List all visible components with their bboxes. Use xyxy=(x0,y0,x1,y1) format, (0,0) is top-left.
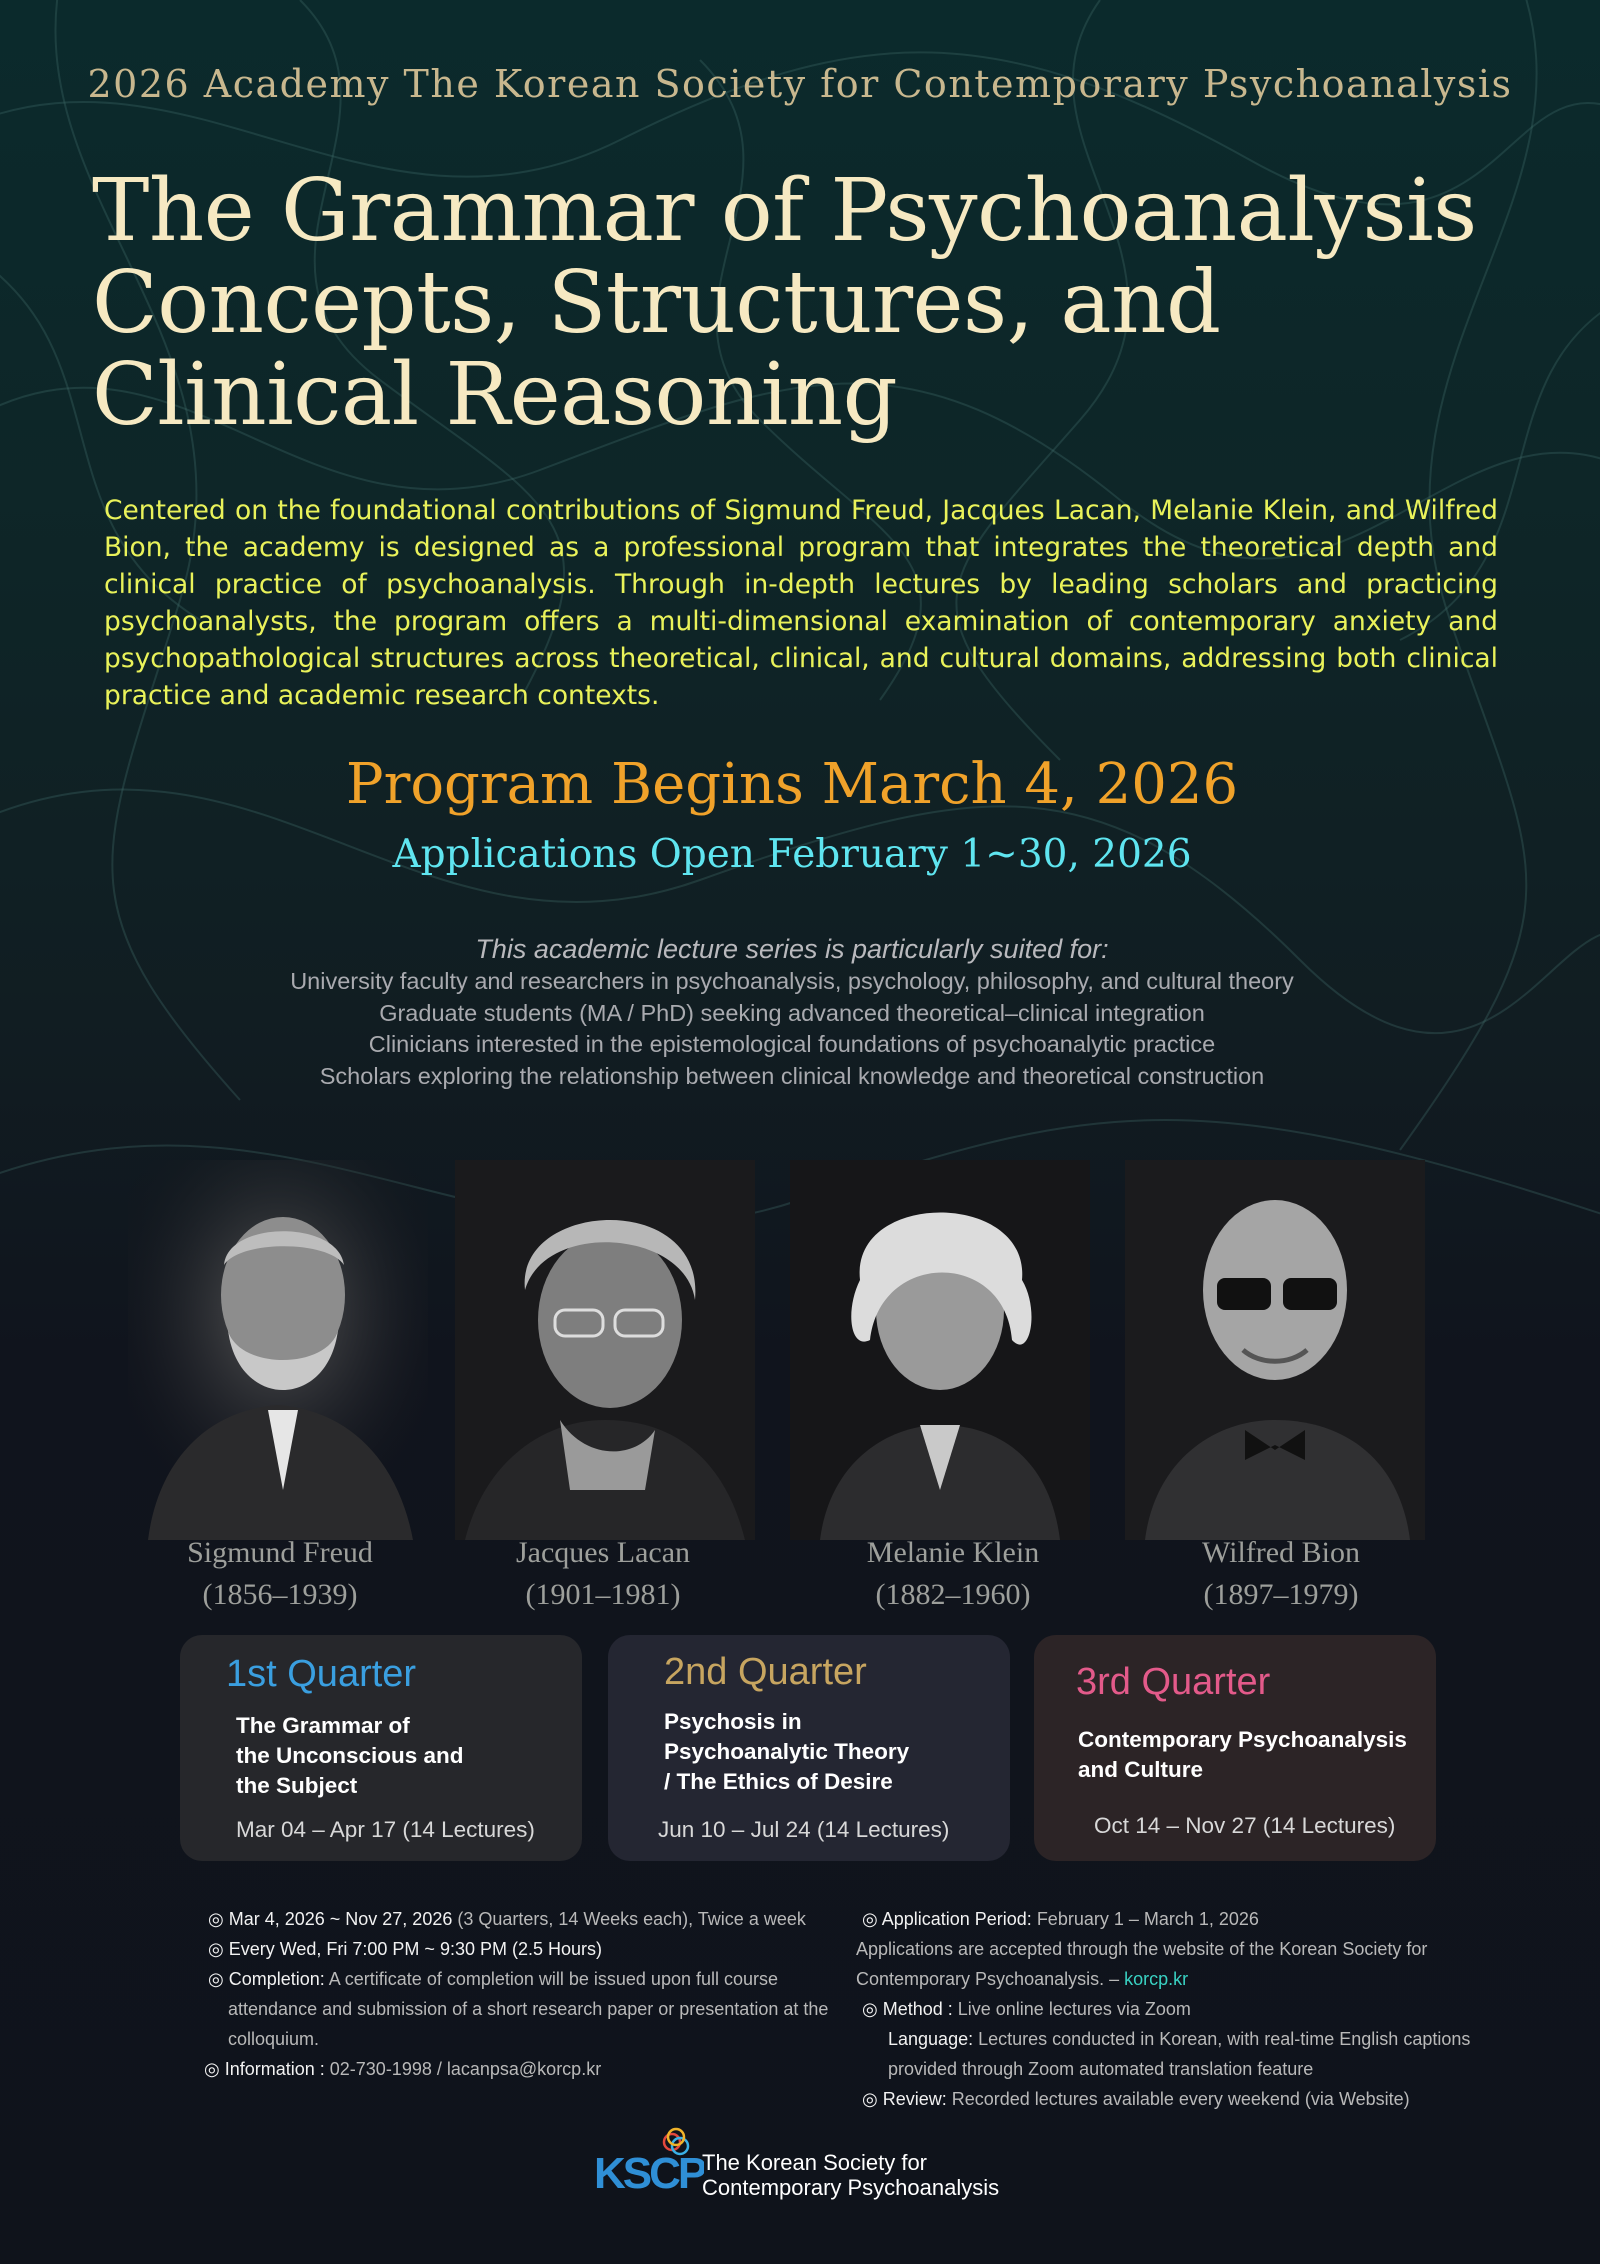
quarter-desc xyxy=(664,1707,909,1797)
intro-paragraph: Centered on the foundational contributions of Sigmund Freud, Jacques Lacan, Melanie Klein, and Wilfred Bion, the academy is designed as a professional program that integrates the theoretical depth and clinical practice of psychoanalysis. Through in-depth lectures by leading scholars and practicing psychoanalysts, the program offers a multi-dimensional examination of contemporary anxiety and psychopathological structures across theoretical, clinical, and cultural domains, addressing both clinical practice and academic research contexts. xyxy=(104,495,1498,711)
person-freud xyxy=(110,1532,450,1616)
info-review xyxy=(856,2084,1476,2114)
info-language xyxy=(856,2024,1476,2054)
info-method xyxy=(856,1994,1476,2024)
review-value: Recorded lectures available every weekend (via Website) xyxy=(946,2089,1410,2109)
completion-text: attendance and submission of a short research paper or presentation at the xyxy=(228,1999,829,2019)
applications-open-date: Applications Open February 1~30, 2026 xyxy=(392,832,1192,877)
audience-item: Graduate students (MA / PhD) seeking advanced theoretical–clinical integration xyxy=(379,999,1205,1026)
person-years: (1897–1979) xyxy=(1203,1578,1359,1611)
program-begins-date: Program Begins March 4, 2026 xyxy=(345,752,1239,817)
person-bion xyxy=(1111,1532,1451,1616)
academy-subtitle: 2026 Academy The Korean Society for Contemporary Psychoanalysis xyxy=(87,62,1513,106)
completion-label: ◎ Completion: xyxy=(208,1969,325,1989)
info-schedule xyxy=(208,1904,848,1934)
quarter-card-3 xyxy=(1034,1635,1436,1861)
kscp-logo-icon xyxy=(592,2126,704,2200)
method-value: Live online lectures via Zoom xyxy=(952,1999,1191,2019)
person-name: Jacques Lacan xyxy=(515,1536,691,1569)
completion-text: A certificate of completion will be issued upon full course xyxy=(324,1969,779,1989)
quarter-card-2 xyxy=(608,1635,1010,1861)
language-value: provided through Zoom automated translation feature xyxy=(888,2059,1314,2079)
quarter-desc-line: and Culture xyxy=(1078,1757,1204,1782)
person-lacan xyxy=(433,1532,773,1616)
quarter-desc xyxy=(1078,1725,1407,1785)
accept-text: Applications are accepted through the website of the Korean Society for xyxy=(856,1939,1428,1959)
person-name: Melanie Klein xyxy=(866,1536,1040,1569)
person-years: (1856–1939) xyxy=(202,1578,358,1611)
period-label: ◎ Application Period: xyxy=(862,1909,1032,1929)
info-period xyxy=(856,1904,1476,1934)
schedule-dates: ◎ Mar 4, 2026 ~ Nov 27, 2026 xyxy=(208,1909,453,1929)
person-years: (1901–1981) xyxy=(525,1578,681,1611)
quarter-dates: Jun 10 – Jul 24 (14 Lectures) xyxy=(658,1817,950,1842)
quarter-dates: Oct 14 – Nov 27 (14 Lectures) xyxy=(1094,1813,1396,1838)
quarter-desc xyxy=(236,1711,464,1801)
info-completion xyxy=(208,1964,848,1994)
quarter-desc-line: the Unconscious and xyxy=(236,1743,464,1768)
person-name: Wilfred Bion xyxy=(1202,1536,1360,1569)
quarter-title: 3rd Quarter xyxy=(1076,1661,1271,1703)
logo-line: Contemporary Psychoanalysis xyxy=(702,2175,1000,2200)
quarter-desc-line: Psychosis in xyxy=(664,1709,802,1734)
title-line-1: The Grammar of Psychoanalysis xyxy=(92,161,1477,261)
audience-lead: This academic lecture series is particularly suited for: xyxy=(475,934,1109,964)
quarter-desc-line: / The Ethics of Desire xyxy=(664,1769,893,1794)
person-years: (1882–1960) xyxy=(875,1578,1031,1611)
information-label: ◎ Information : xyxy=(204,2059,325,2079)
period-value: February 1 – March 1, 2026 xyxy=(1031,1909,1259,1929)
accept-text-2 xyxy=(856,1964,1476,1994)
audience-item: University faculty and researchers in psychoanalysis, psychology, philosophy, and cultural theory xyxy=(290,968,1294,994)
review-label: ◎ Review: xyxy=(862,2089,947,2109)
logo-text xyxy=(702,2150,999,2200)
quarter-dates: Mar 04 – Apr 17 (14 Lectures) xyxy=(236,1817,535,1842)
website-link[interactable]: korcp.kr xyxy=(1124,1969,1189,1989)
title-line-2: Concepts, Structures, and xyxy=(92,253,1221,353)
completion-text: colloquium. xyxy=(228,2029,320,2049)
main-title xyxy=(92,161,1592,445)
information-value[interactable]: 02-730-1998 / lacanpsa@korcp.kr xyxy=(324,2059,602,2079)
quarter-desc-line: Contemporary Psychoanalysis xyxy=(1078,1727,1407,1752)
quarter-desc-line: the Subject xyxy=(236,1773,358,1798)
title-line-3: Clinical Reasoning xyxy=(92,345,898,445)
audience-section xyxy=(0,932,1584,1092)
language-label: Language: xyxy=(888,2029,974,2049)
audience-item: Clinicians interested in the epistemological foundations of psychoanalytic practice xyxy=(368,1031,1216,1057)
info-right xyxy=(856,1904,1476,2114)
portrait-freud xyxy=(128,1160,428,1540)
portrait-klein xyxy=(790,1160,1090,1540)
info-time: ◎ Every Wed, Fri 7:00 PM ~ 9:30 PM (2.5 Hours) xyxy=(208,1939,603,1959)
info-left xyxy=(204,1904,848,2084)
quarter-card-1 xyxy=(180,1635,582,1861)
schedule-detail: (3 Quarters, 14 Weeks each), Twice a week xyxy=(452,1909,806,1929)
accept-text: Contemporary Psychoanalysis. – xyxy=(856,1969,1125,1989)
method-label: ◎ Method : xyxy=(862,1999,953,2019)
language-value: Lectures conducted in Korean, with real-time English captions xyxy=(973,2029,1471,2049)
quarter-desc-line: Psychoanalytic Theory xyxy=(664,1739,910,1764)
quarter-desc-line: The Grammar of xyxy=(236,1713,410,1738)
audience-item: Scholars exploring the relationship between clinical knowledge and theoretical construction xyxy=(319,1062,1265,1089)
logo-line: The Korean Society for xyxy=(702,2150,928,2175)
person-klein xyxy=(783,1532,1123,1616)
person-name: Sigmund Freud xyxy=(187,1536,373,1569)
portrait-bion xyxy=(1125,1160,1425,1540)
quarter-title: 1st Quarter xyxy=(226,1653,417,1695)
portrait-lacan xyxy=(455,1160,755,1540)
quarter-title: 2nd Quarter xyxy=(664,1651,867,1693)
info-contact xyxy=(204,2054,848,2084)
svg-text:KSCP: KSCP xyxy=(594,2149,704,2198)
